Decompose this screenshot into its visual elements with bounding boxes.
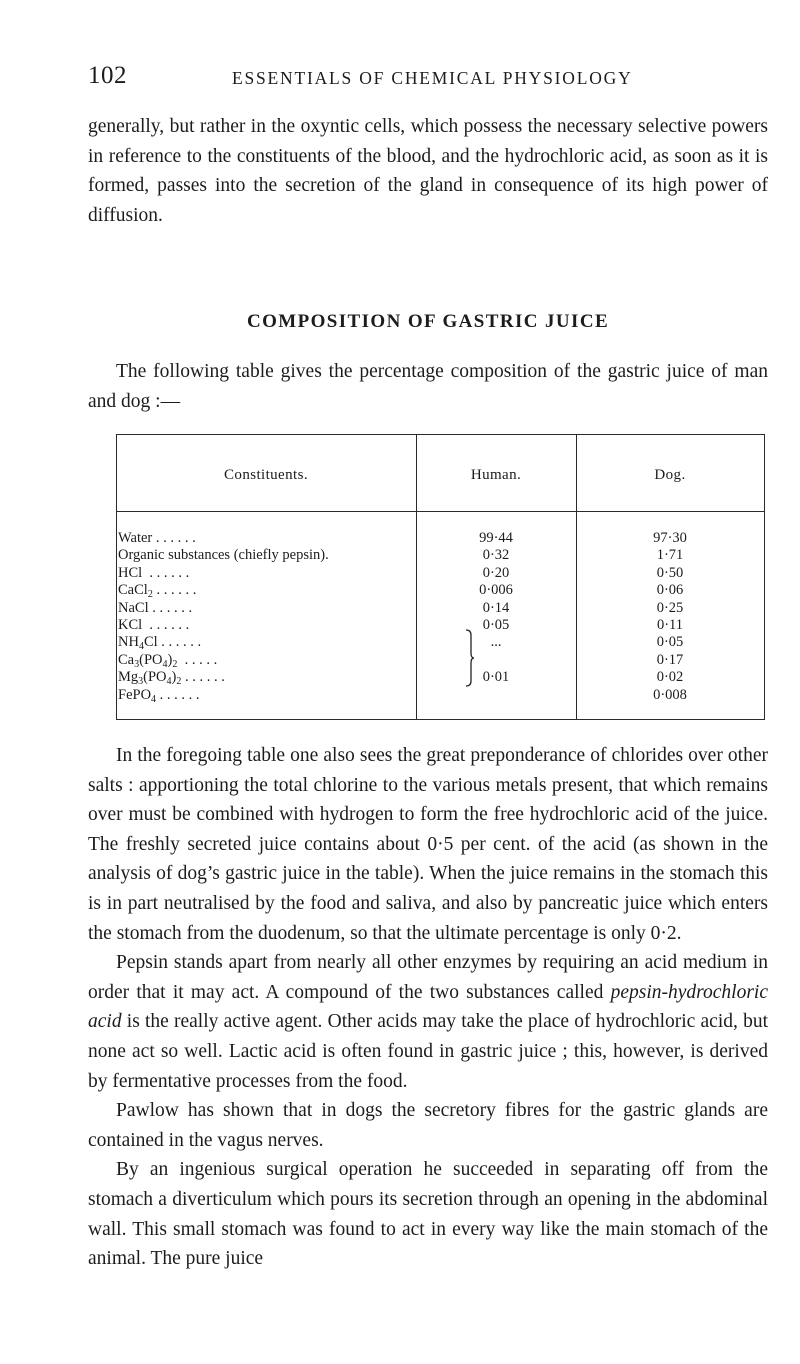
human-value: 0·006	[479, 582, 513, 599]
running-title: ESSENTIALS OF CHEMICAL PHYSIOLOGY	[232, 68, 633, 88]
human-value: 0·14	[482, 599, 510, 616]
pepsin-hydrochloric-acid-term: pepsin-hydrochloric acid	[88, 981, 768, 1033]
table-row	[116, 582, 766, 600]
dog-value: 97·30	[653, 530, 687, 546]
header-human: Human.	[470, 467, 522, 483]
body-paragraph-2a: Pepsin stands apart from nearly all other enzymes by requiring an acid medium in order that it may act. A compound of the two substances called	[88, 952, 768, 1003]
constituent-name: $Ca_3(PO_4)_2$ . . . . .	[118, 651, 218, 670]
human-value: 0·01	[482, 669, 510, 686]
table-header-rule	[116, 511, 764, 512]
dog-value: 0·17	[656, 651, 684, 668]
header-dog: Dog.	[654, 467, 686, 483]
body-paragraph-4: By an ingenious surgical operation he succeeded in separating off from the stomach a diverticulum which pours its secretion through an opening in the abdominal wall. This small stomach was found to act in every way like the main stomach of the animal. The pure juice	[88, 1159, 768, 1270]
constituent-name: $Mg_3(PO_4)_2$ . . . . . .	[118, 669, 225, 688]
dog-value: 0·06	[656, 582, 684, 599]
page-number: 102	[88, 62, 127, 89]
table-row	[116, 634, 766, 652]
table-row	[116, 530, 766, 548]
table-top-rule	[116, 434, 764, 435]
table-row	[116, 547, 766, 565]
table-row	[116, 669, 766, 687]
body-paragraph-2b: is the really active agent. Other acids may take the place of hydrochloric acid, but none act so well. Lactic acid is often found in gastric juice ; this, however, is derived by fermentative processes from the food.	[88, 1011, 768, 1092]
body-paragraph-3: Pawlow has shown that in dogs the secretory fibres for the gastric glands are contained in the vagus nerves.	[88, 1100, 768, 1151]
dog-value: 1·71	[656, 547, 684, 564]
human-value: 0·05	[482, 617, 510, 633]
dog-value: 0·50	[656, 564, 684, 581]
constituent-name: KCl . . . . . .	[118, 617, 190, 633]
section-heading: COMPOSITION OF GASTRIC JUICE	[246, 311, 610, 332]
table-intro-paragraph: The following table gives the percentage composition of the gastric juice of man and dog :—	[88, 361, 768, 412]
human-value: 0·32	[482, 547, 510, 564]
constituent-name: FePO$_4$ . . . . . .	[118, 686, 200, 705]
intro-paragraph: generally, but rather in the oxyntic cells, which possess the necessary selective powers in reference to the constituents of the blood, and the hydrochloric acid, as soon as it is formed, passes into the secretion of the gland in consequence of its high power of diffusion.	[88, 116, 768, 226]
body-paragraph-1: In the foregoing table one also sees the great preponderance of chlorides over other salts : apportioning the total chlorine to the various metals present, that which remains over must be combined with hydrogen to form the free hydrochloric acid of the juice. The freshly secreted juice contains about 0·5 per cent. of the acid (as shown in the analysis of dog’s gastric juice in the table). When the juice remains in the stomach this is in part neutralised by the food and saliva, and also by pancreatic juice which enters the stomach from the duodenum, so that the ultimate percentage is only 0·2.	[88, 745, 768, 944]
table-row	[116, 617, 766, 635]
dog-value: 0·05	[656, 634, 684, 651]
dog-value: 0·11	[656, 617, 684, 633]
composition-table	[116, 434, 766, 722]
constituent-name: NaCl . . . . . .	[118, 599, 193, 616]
table-bottom-rule	[116, 719, 764, 720]
table-row	[116, 687, 766, 705]
running-head	[88, 62, 768, 92]
constituent-name: CaCl$_2$ . . . . . .	[118, 582, 197, 601]
dog-value: 0·25	[656, 599, 684, 616]
table-brace	[464, 629, 474, 687]
constituent-name: $NH_4Cl$ . . . . . .	[118, 634, 202, 653]
dog-value: 0·02	[656, 669, 684, 686]
header-constituents: Constituents.	[224, 467, 308, 483]
dog-value: 0·008	[653, 686, 687, 703]
constituent-name: HCl . . . . . .	[118, 564, 190, 581]
body-text	[88, 741, 768, 1274]
table-row	[116, 565, 766, 583]
human-value: 99·44	[479, 530, 513, 546]
constituent-name: Water . . . . . .	[118, 530, 196, 546]
human-value: 0·20	[482, 564, 510, 581]
constituent-name: Organic substances (chiefly pepsin).	[118, 547, 329, 564]
human-value: ...	[490, 634, 502, 651]
table-row	[116, 600, 766, 618]
table-row	[116, 652, 766, 670]
